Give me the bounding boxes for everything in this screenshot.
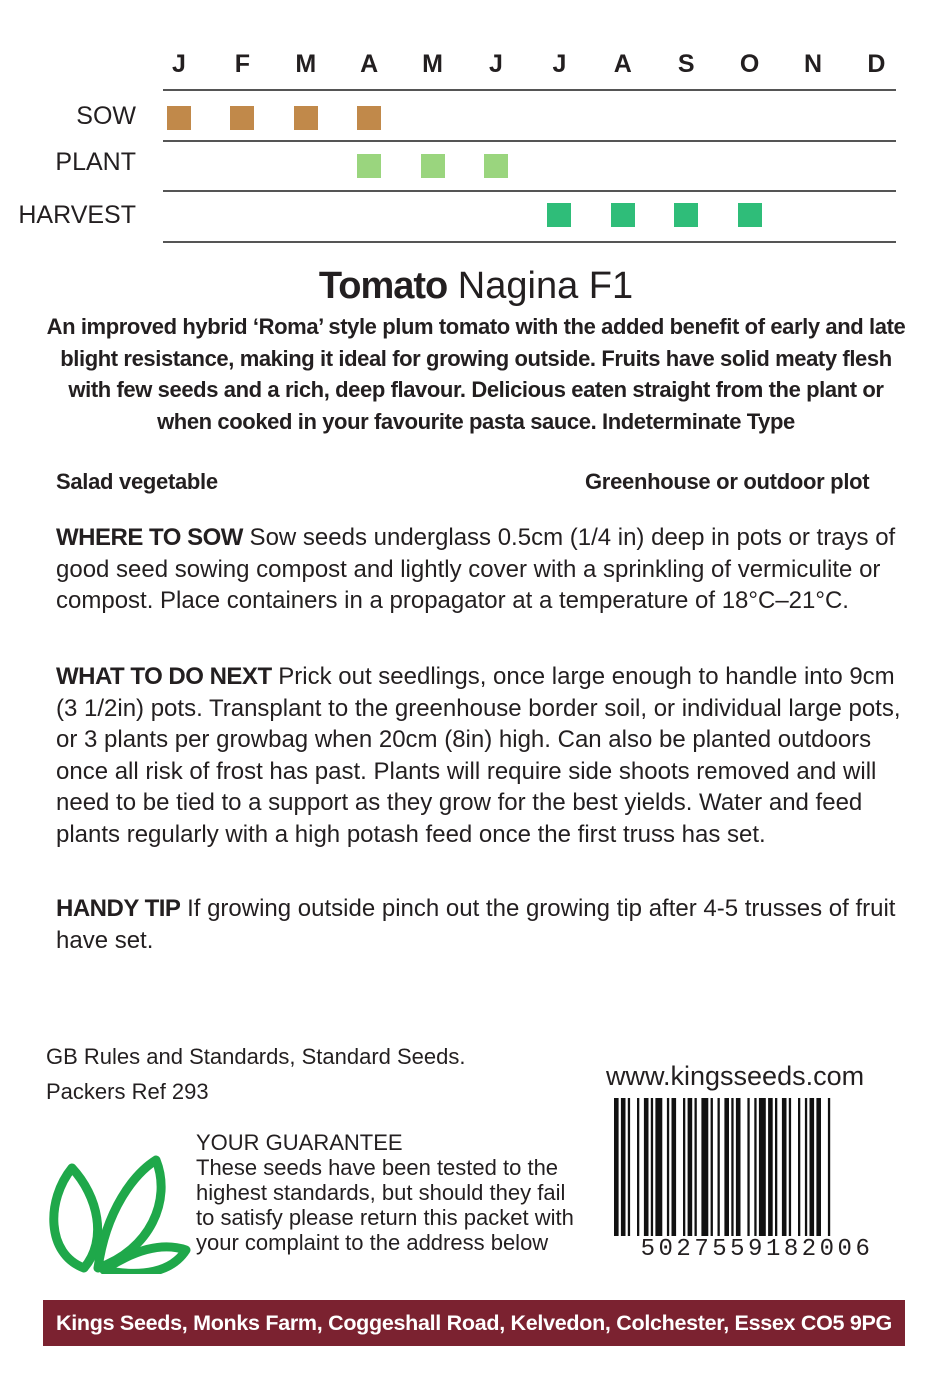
barcode-icon: [612, 1098, 902, 1236]
barcode-bar: [775, 1098, 777, 1236]
title-bold: Tomato: [318, 265, 448, 307]
guarantee: [196, 1130, 586, 1255]
row-label-plant: PLANT: [55, 148, 136, 176]
divider: [163, 241, 896, 243]
barcode-number: 5027559182006: [640, 1236, 874, 1263]
calendar-mark-sow: [167, 106, 191, 130]
divider: [163, 140, 896, 142]
divider: [163, 89, 896, 91]
month-label: M: [295, 50, 317, 78]
month-label: D: [867, 50, 886, 78]
tip-heading: HANDY TIP: [56, 895, 181, 922]
barcode-bar: [731, 1098, 733, 1236]
barcode-bar: [816, 1098, 821, 1236]
barcode-bar: [651, 1098, 653, 1236]
month-label: J: [489, 50, 503, 78]
guarantee-heading: YOUR GUARANTEE: [196, 1130, 403, 1155]
calendar-mark-plant: [484, 154, 508, 178]
barcode-bar: [614, 1098, 619, 1236]
website: www.kingsseeds.com: [606, 1061, 865, 1091]
row-label-harvest: HARVEST: [18, 201, 136, 229]
barcode-bar: [655, 1098, 662, 1236]
barcode-bar: [724, 1098, 729, 1236]
divider: [163, 190, 896, 192]
month-label: A: [360, 50, 379, 78]
calendar-mark-harvest: [547, 203, 571, 227]
calendar-mark-sow: [230, 106, 254, 130]
where-text: Sow seeds underglass 0.5cm (1/4 in) deep in pots or trays of good seed sowing compost and lightly cover with a sprinkling of vermiculite or compost. Place containers in a propagator at a temperature of 18°C–21°C.: [56, 524, 896, 614]
barcode-bar: [683, 1098, 685, 1236]
tip-text: If growing outside pinch out the growing tip after 4-5 trusses of fruit have set.: [56, 895, 896, 954]
product-title: [0, 265, 952, 308]
tag-category: Salad vegetable: [56, 469, 218, 494]
barcode-bar: [798, 1098, 800, 1236]
month-label: N: [803, 50, 823, 78]
barcode-bar: [628, 1098, 630, 1236]
month-label: J: [552, 50, 567, 78]
handy-tip: [56, 893, 916, 956]
barcode-bar: [637, 1098, 639, 1236]
barcode-bar: [759, 1098, 766, 1236]
where-heading: WHERE TO SOW: [56, 524, 243, 551]
barcode-bar: [695, 1098, 697, 1236]
barcode-bar: [688, 1098, 693, 1236]
where-to-sow: [56, 522, 916, 617]
tag-location: Greenhouse or outdoor plot: [585, 469, 870, 494]
barcode-bar: [747, 1098, 749, 1236]
barcode-bar: [736, 1098, 741, 1236]
month-label: S: [677, 50, 695, 78]
barcode-bar: [754, 1098, 756, 1236]
next-text: Prick out seedlings, once large enough to handle into 9cm (3 1/2in) pots. Transplant to the greenhouse border soil, or individual large pots, or 3 plants per growbag when 20cm (8in) high. Can also be planted outdoors once all risk of frost has past. Plants will require side shoots removed and will need to be tied to a support as they grow for the best yields. Water and feed plants regularly with a high potash feed once the first truss has set.: [56, 663, 901, 848]
title-variety: Nagina F1: [447, 265, 634, 307]
packers-ref: Packers Ref 293: [46, 1079, 209, 1104]
month-label: M: [422, 50, 443, 78]
standards-text: GB Rules and Standards, Standard Seeds.: [46, 1044, 466, 1069]
row-label-sow: SOW: [76, 102, 136, 130]
barcode-bar: [805, 1098, 807, 1236]
barcode-bar: [711, 1098, 713, 1236]
what-to-do-next: [56, 661, 916, 850]
month-label: A: [613, 50, 632, 78]
guarantee-text: These seeds have been tested to the highest standards, but should they fail to satisfy please return this packet with your complaint to the address below: [196, 1155, 574, 1255]
next-heading: WHAT TO DO NEXT: [56, 663, 272, 690]
calendar-mark-harvest: [674, 203, 698, 227]
calendar-mark-sow: [294, 106, 318, 130]
barcode-bar: [768, 1098, 773, 1236]
barcode-bar: [828, 1098, 830, 1236]
leaf-logo-icon: [46, 1150, 192, 1274]
barcode-bar: [701, 1098, 708, 1236]
barcode-bar: [644, 1098, 649, 1236]
barcode-bar: [782, 1098, 787, 1236]
month-label: F: [234, 50, 251, 78]
barcode-bar: [667, 1098, 669, 1236]
barcode-bar: [789, 1098, 791, 1236]
calendar-mark-sow: [357, 106, 381, 130]
calendar-mark-plant: [357, 154, 381, 178]
barcode-bar: [718, 1098, 720, 1236]
barcode-bar: [621, 1098, 626, 1236]
calendar-mark-harvest: [611, 203, 635, 227]
address-banner: Kings Seeds, Monks Farm, Coggeshall Road, Kelvedon, Colchester, Essex CO5 9PG: [43, 1300, 905, 1346]
barcode-bar: [810, 1098, 815, 1236]
barcode-bar: [672, 1098, 677, 1236]
calendar-mark-harvest: [738, 203, 762, 227]
month-label: J: [172, 50, 186, 78]
calendar-mark-plant: [421, 154, 445, 178]
product-description: An improved hybrid ‘Roma’ style plum tomato with the added benefit of early and late blight resistance, making it ideal for growing outside. Fruits have solid meaty flesh with few seeds and a rich, deep flavour. Delicious eaten straight from the plant or when cooked in your favourite pasta sauce. Indeterminate Type: [46, 314, 906, 434]
month-label: O: [739, 50, 760, 78]
